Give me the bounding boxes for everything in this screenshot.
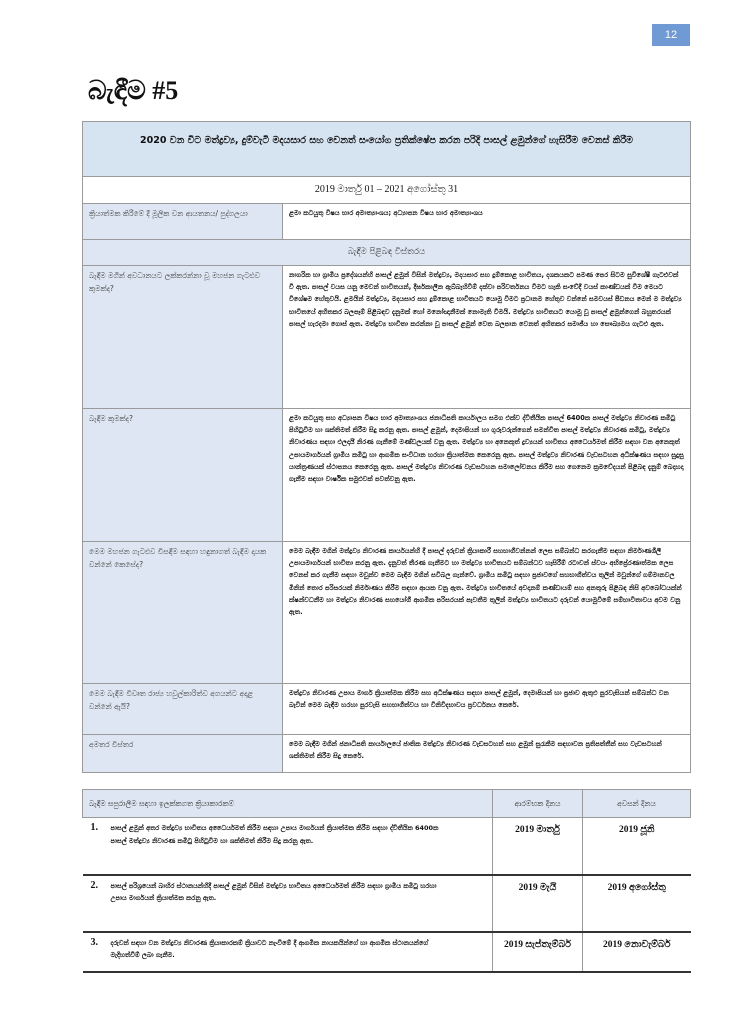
page-number: 12 (652, 24, 690, 46)
activity-description (83, 818, 493, 875)
what-label: බැඳීම කුමක්ද? (83, 409, 283, 542)
activity-end-date: 2019 නොවැම්බර් (583, 932, 691, 972)
commitment-table (82, 121, 691, 773)
activity-start-date: 2019 මාර්තු (493, 818, 583, 875)
activity-text: පාසල් ළමුන් අතර මත්ද්‍රව්‍ය භාවිතය අධෛර්යමත් කිරීම සඳහා උපාය මාර්ගයන් ක්‍රියාත්මක කිරීම සඳහා ද්විතීයික 6400ක පාසල් මත්ද්‍රව්‍ය නිවාරණ කමිටු පිහිටුවීම හා ශක්තිමත් කිරීම සිදු කරනු ඇත. (110, 824, 439, 845)
what-value: ළමා කටයුතු සහ අධ්‍යාපන විෂය භාර අමාත්‍යාංශය ජනාධිපති කාර්යාලය සමග එක්ව ද්විතීයික පාසල් 6400ක පාසල් මත්ද්‍රව්‍ය නිවාරණ කමිටු පිහිටුවීම හා ශක්තිමත් කිරීම සිදු කරනු ඇත. පාසල් ළමුන්, දෙමාපියන් හා ගුරුවරුන්ගෙන් සමන්විත පාසල් මත්ද්‍රව්‍ය නිවාරණ කමිටු, මත්ද්‍රව්‍ය නිවාරණය සඳහා එලදායී නිරණ ගැනීමේ මණ්ඩලයක් වනු ඇත. මත්ද්‍රව්‍ය හා අනෙකුත් ද්‍රව්‍යයන් භාවිතය අධෛර්යමත් කිරීම සඳහා වන අනෙකුත් උපායමාර්ගයන් ග්‍රාමීය කමිටු හා ආගමික සංවිධාන හරහා ක්‍රියාත්මක කෙරෙනු ඇත. පාසල් මත්ද්‍රව්‍ය නිවාරණ වැඩසටහන අධීක්ෂණය සඳහා සුදුසු යාන්ත්‍රණයක් ස්ථාපනය කෙරෙනු ඇත. පාසල් මත්ද්‍රව්‍ය නිවාරණ වැඩසටහන සමාලෝචනය කිරීම සහ ගෙනෙම ක්‍රමවේදයන් පිළිබඳ දැනුම් බෙදාහදා ගැනීම සඳහා වාර්ෂික සමුළුවක් පවත්වනු ඇත. (283, 409, 691, 542)
how-value: මෙම බැඳීම මගින් මත්ද්‍රව්‍ය නිවාරණ කාර්යයන්හි දී පාසල් දරුවන් ක්‍රියාකාරී සහභාගීවන්නන් ලෙස සම්බන්ධ කරගැනීම සඳහා නිර්මාණශීලී උපායමාර්ගයන් භාවිතා කරනු ඇත. දැනුවත් තීරණ ගැනීමට හා මත්ද්‍රව්‍ය භාවිතයට සම්බන්ධව හැසිරීම් රටාවන් ස්වයං අභිප්‍රේරණාත්මක ලෙස වෙනස් කර ගැනීම සඳහා මවුන්ව මෙම බැඳීම මගින් සවිබල ගැන්වේ. ග්‍රාමීය කමිටු සඳහා ප්‍රජාවගේ සහභාගීත්වය තුලින් මවුන්ගේ ගම්මානවල මිනින් තොර පරිසරයක් නිර්මාණය කිරීම සඳහා ආයක වනු ඇත. මත්ද්‍රව්‍ය භාවිතයේ අවදානම් කණ්ඩායම් සහ අනතුරු පිළිබඳ නිසි අවබෝධයක්න් ක්ෂන්වධනීම හා මත්ද්‍රව්‍ය නිවාරණ සහයෝගී ආගමික පරිසරයක් පැවතීම තුලින් මත්ද්‍රව්‍ය භාවිතයට දරුවන් යොමුවීමේ සම්භාවිතාවය අවම වනු ඇත. (283, 542, 691, 684)
activity-start-date: 2019 මැයි (493, 875, 583, 932)
activity-row (83, 818, 691, 875)
ogp-relevance-label: මෙම බැඳීම විවෘත රාජ්‍ය හවුල්කාරිත්ව අගයන්ට අදාළ වන්නේ ඇයි? (83, 684, 283, 735)
how-label: මෙම මහජන ගැටළුව විසඳීම සඳහා හඳුනාගත් බැඳීම දායක වන්නේ කෙසේද? (83, 542, 283, 684)
additional-info-value: මෙම බැඳීම මගින් ජනාධිපති කාර්යාලයේ ජාතික මත්ද්‍රව්‍ය නිවාරණ වැඩසටහන් සහ ළමුන් සුරැකීම සඳහාවන ප්‍රතිපත්තීන් සහ වැඩසටහන් ශක්තිමත් කිරීම සිදු කෙරේ. (283, 735, 691, 773)
activity-description (83, 932, 493, 972)
activity-row (83, 875, 691, 932)
problem-value: නාගරික හා ග්‍රාමීය ප්‍රදේශයන්හි පාසල් ළමුන් විසින් මත්ද්‍රව්‍ය, මදයසාර සහ දුම්කොළ භාවිතය, දශකයකට පමණ පෙර සිටම සුවිශේෂී ගැටළුවක් වී ඇත. පාසල් වයස යනු මෙවන් භාවිතයන්, දීර්ඝකාලීන ඇබ්බැහිවීම් දක්වා පරිවර්තනය වීමට හැකි සංවේදී වයස් කාණ්ඩයක් වීම මෙයට විශේෂම හේතුවයි. ළමයින් මත්ද්‍රව්‍ය, මදයසාර සහ දුම්කොළ භාවිතයට යොමු වීමට ප්‍රධානම හේතුව වන්නේ සමවයස් පීඩනය මෙන් ම මත්ද්‍රව්‍ය භාවිතයේ අහිතකර බලපෑම් පිළිබඳව දැනුමක් හෝ මනෝඥානීමක් නොමැති වීමයි. මත්ද්‍රව්‍ය භාවිතයට යොමු වූ පාසල් ළමුන්ගෙන් බහුතරයක් පාසල් හැරදමා ගොස් ඇත. මත්ද්‍රව්‍ය භාවිතා කරන්නා වූ පාසල් ළමුන් වෙත බලපාන වෙනත් අහිතකර සමාජීය හා සෞඛ්‍යමය ගැටළු ඇත. (283, 266, 691, 409)
start-date-header: ආරම්භක දිනය (493, 790, 583, 818)
lead-agency-value: ළමා කටයුතු විෂය භාර අමාත්‍යාංශය; අධ්‍යාපන විෂය භාර අමාත්‍යාංශය (283, 204, 691, 240)
activities-header: බැඳීම සපුරාලීම සඳහා ඉලක්කගත ක්‍රියාකාරකම් (83, 790, 493, 818)
end-date-header: අවසන් දිනය (583, 790, 691, 818)
description-section-header: බැඳීම පිළිබඳ විස්තරය (83, 240, 691, 266)
activity-start-date: 2019 සැප්තැම්බර් (493, 932, 583, 972)
activity-number: 1. (90, 822, 98, 833)
problem-label: බැඳීම මගින් අවධානයට ලක්කරන්නා වූ මහජන ගැටළුව කුමක්ද? (83, 266, 283, 409)
activity-text: පාසල් පරිශ්‍රයෙන් බාහිර ස්ථානයන්හිදී පාසල් ළමුන් විසින් මත්ද්‍රව්‍ය භාවිතය අධෛර්යමත් කිරීම සඳහා ග්‍රාමීය කමිටු හරහා උපාය මාර්ගයන් ක්‍රියාත්මක කරනු ඇත. (110, 881, 437, 902)
activity-text: දරුවන් සඳහා වන මත්ද්‍රව්‍ය නිවාරණ ක්‍රියාකාරකම් ක්‍රියාවට නැංවීමේ දී ආගමික නායකයින්ගේ හා ආගමික ස්ථානයන්ගේ මැදිහත්වීම් ලබා ගැනීම. (110, 938, 429, 959)
commitment-period: 2019 මාර්තු 01 – 2021 අගෝස්තු 31 (83, 177, 691, 204)
activity-end-date: 2019 ජූනි (583, 818, 691, 875)
activity-number: 3. (90, 936, 98, 948)
activities-table (82, 789, 691, 973)
page-title: බැඳීම #5 (88, 76, 179, 105)
additional-info-label: අමතර විස්තර (83, 735, 283, 773)
activity-row (83, 932, 691, 972)
activity-description (83, 875, 493, 932)
activity-number: 2. (90, 879, 98, 891)
activity-end-date: 2019 අගෝස්තු (583, 875, 691, 932)
commitment-title: 2020 වන විට මත්ද්‍රව්‍ය, දුම්වැටි මදයසාර සහ වෙනත් සංයෝග ප්‍රතික්ෂේප කරන පරිදි පාසල් ළමුන්ගේ හැසිරීම වෙනස් කිරීම (83, 122, 691, 177)
lead-agency-label: ක්‍රියාත්මක කිරීමේ දී මූලික වන ආයතනය/ පුද්ගලයා (83, 204, 283, 240)
ogp-relevance-value: මත්ද්‍රව්‍ය නිවාරණ උපාය මාර්ග ක්‍රියාත්මක කිරීම සහ අධීක්ෂණය සඳහා පාසල් ළමුන්, දෙමාපියන් හා ප්‍රජාව ඇතුළු පුරවැසියන් සම්බන්ධ වන බැවින් මෙම බැඳීම හරහා පුරවැසි සහභාගීත්වය හා විනිවිදභාවය ප්‍රවර්ධනය කෙරේ. (283, 684, 691, 735)
